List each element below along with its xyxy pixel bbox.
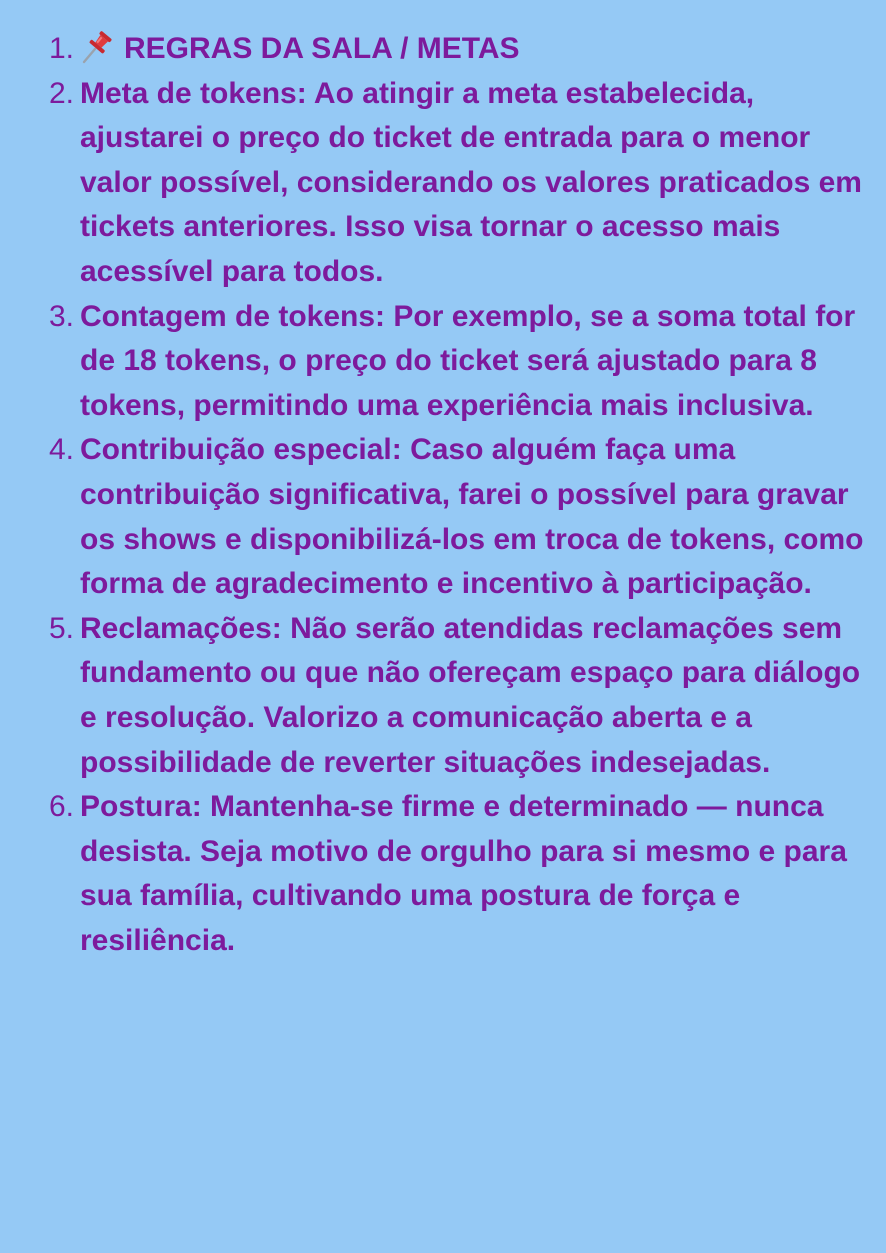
list-number: 2. bbox=[49, 76, 75, 110]
list-item bbox=[0, 428, 886, 606]
list-item-text: Postura: Mantenha-se firme e determinado — nunca desista. Seja motivo de orgulho para si mesmo e para sua família, cultivando uma postura de força e resiliência. bbox=[80, 790, 847, 957]
pushpin-icon bbox=[80, 28, 114, 64]
list-item-text: REGRAS DA SALA / METAS bbox=[124, 32, 520, 65]
list-item-text: Reclamações: Não serão atendidas reclamações sem fundamento ou que não ofereçam espaço para diálogo e resolução. Valorizo a comunicação aberta e a possibilidade de reverter situações indesejadas. bbox=[80, 611, 861, 779]
list-item bbox=[0, 607, 886, 785]
list-number: 4. bbox=[49, 433, 75, 467]
list-item-title bbox=[0, 27, 886, 72]
list-item-text: Contagem de tokens: Por exemplo, se a soma total for de 18 tokens, o preço do ticket será ajustado para 8 tokens, permitindo uma experiência mais inclusiva. bbox=[80, 299, 856, 422]
list-item-text: Meta de tokens: Ao atingir a meta estabelecida, ajustarei o preço do ticket de entrada para o menor valor possível, considerando os valores praticados em tickets anteriores. Isso visa tornar o acesso mais acessível para todos. bbox=[80, 76, 862, 288]
list-item-text: Contribuição especial: Caso alguém faça uma contribuição significativa, farei o possível para gravar os shows e disponibilizá-los em troca de tokens, como forma de agradecimento e incentivo à participação. bbox=[80, 433, 864, 601]
list-number: 1. bbox=[49, 32, 75, 65]
list-number: 5. bbox=[49, 611, 75, 645]
list-number: 3. bbox=[49, 299, 75, 333]
rules-list bbox=[0, 27, 886, 963]
list-item bbox=[0, 785, 886, 963]
list-item bbox=[0, 295, 886, 429]
list-item bbox=[0, 72, 886, 295]
list-number: 6. bbox=[49, 790, 75, 824]
